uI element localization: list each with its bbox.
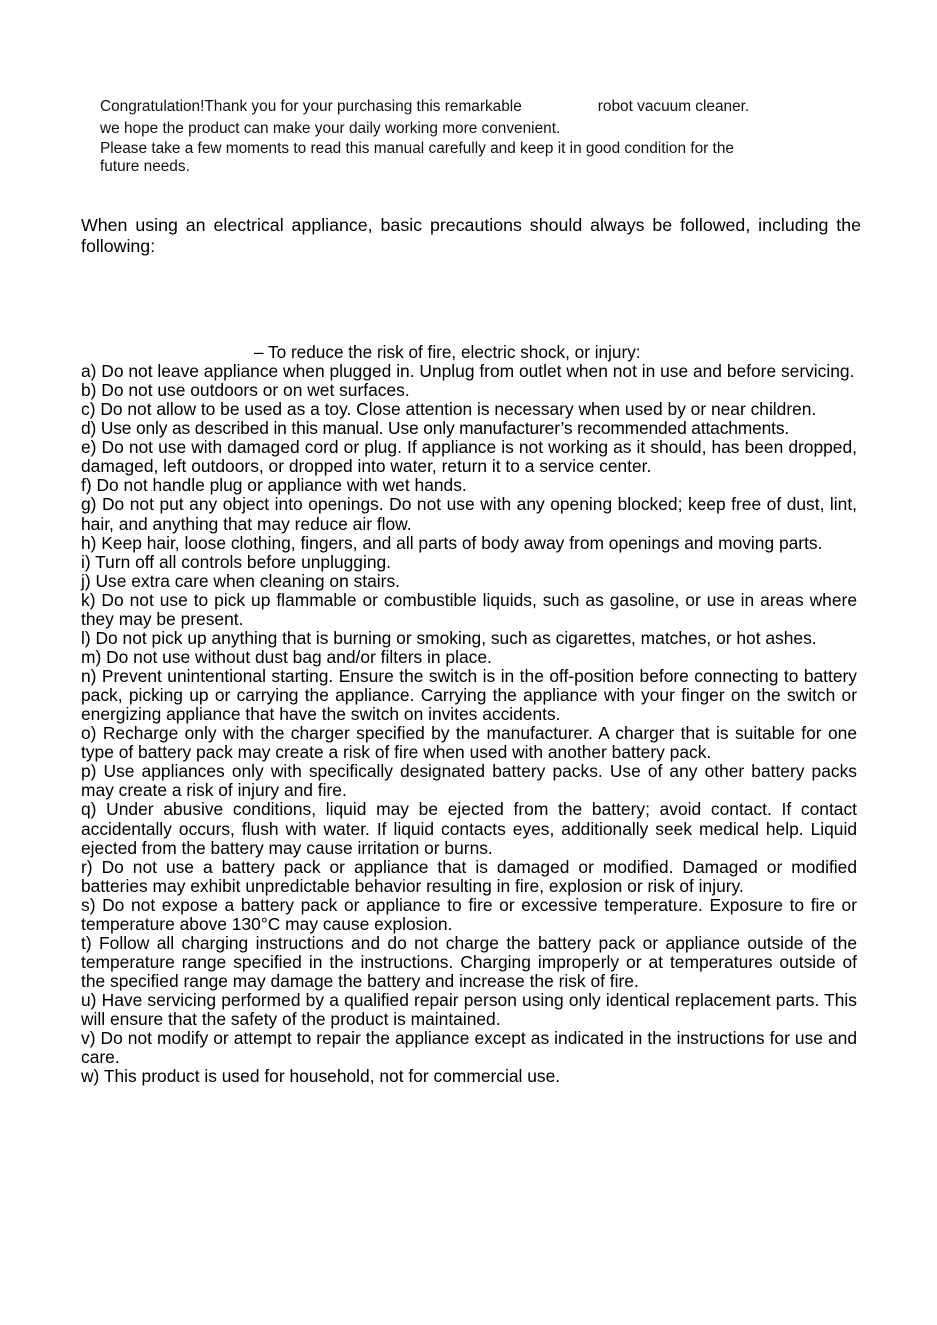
intro-line-1-end: robot vacuum cleaner. <box>597 98 750 115</box>
list-item: w) This product is used for household, not for commercial use. <box>81 1066 561 1087</box>
instruction-lead: – To reduce the risk of fire, electric shock, or injury: <box>254 342 641 362</box>
intro-line-4: future needs. <box>100 158 190 175</box>
list-item: r) Do not use a battery pack or appliance that is damaged or modified. Damaged or modified batteries may exhibit unpredictable behavior resulting in fire, explosion or risk of injury. <box>81 856 857 896</box>
list-item: f) Do not handle plug or appliance with wet hands. <box>81 475 467 496</box>
list-item: k) Do not use to pick up flammable or combustible liquids, such as gasoline, or use in areas where they may be present. <box>81 589 857 629</box>
list-item: u) Have servicing performed by a qualified repair person using only identical replacement parts. This will ensure that the safety of the product is maintained. <box>81 990 857 1030</box>
list-item: e) Do not use with damaged cord or plug. If appliance is not working as it should, has been dropped, damaged, left outdoors, or dropped into water, return it to a service center. <box>81 437 857 477</box>
precaution-statement: When using an electrical appliance, basic precautions should always be followed, including the following: <box>81 215 861 256</box>
list-item: h) Keep hair, loose clothing, fingers, and all parts of body away from openings and moving parts. <box>81 532 823 553</box>
list-item: j) Use extra care when cleaning on stairs. <box>81 570 400 591</box>
list-item: s) Do not expose a battery pack or appliance to fire or excessive temperature. Exposure to fire or temperature above 130°C may cause explosion. <box>81 894 857 934</box>
list-item: l) Do not pick up anything that is burning or smoking, such as cigarettes, matches, or hot ashes. <box>81 627 817 648</box>
list-item: d) Use only as described in this manual. Use only manufacturer’s recommended attachments. <box>81 418 790 439</box>
intro-line-1 <box>100 97 749 116</box>
list-item: a) Do not leave appliance when plugged in. Unplug from outlet when not in use and before servicing. <box>81 361 855 381</box>
list-item: g) Do not put any object into openings. Do not use with any opening blocked; keep free of dust, lint, hair, and anything that may reduce air flow. <box>81 494 857 534</box>
intro-line-2: we hope the product can make your daily working more convenient. <box>100 120 561 137</box>
list-item: n) Prevent unintentional starting. Ensure the switch is in the off-position before connecting to battery pack, picking up or carrying the appliance. Carrying the appliance with your finger on the switch or energizing appliance that have the switch on invites accidents. <box>81 666 857 725</box>
list-item: q) Under abusive conditions, liquid may be ejected from the battery; avoid contact. If contact accidentally occurs, flush with water. If liquid contacts eyes, additionally seek medical help. Liquid ejected from the battery may cause irritation or burns. <box>81 799 857 858</box>
intro-line-3: Please take a few moments to read this manual carefully and keep it in good condition for the <box>100 140 734 157</box>
list-item: i) Turn off all controls before unplugging. <box>81 551 391 572</box>
list-item: m) Do not use without dust bag and/or filters in place. <box>81 646 492 667</box>
list-item: c) Do not allow to be used as a toy. Close attention is necessary when used by or near children. <box>81 399 817 420</box>
intro-line-1-start: Congratulation!Thank you for your purchasing this remarkable <box>100 98 522 115</box>
list-item: v) Do not modify or attempt to repair the appliance except as indicated in the instructions for use and care. <box>81 1028 857 1068</box>
list-item: t) Follow all charging instructions and do not charge the battery pack or appliance outside of the temperature range specified in the instructions. Charging improperly or at temperatures outside of the specified range may damage the battery and increase the risk of fire. <box>81 932 857 991</box>
safety-instruction-list <box>81 362 857 1086</box>
list-item: o) Recharge only with the charger specified by the manufacturer. A charger that is suitable for one type of battery pack may create a risk of fire when used with another battery pack. <box>81 723 857 763</box>
list-item: b) Do not use outdoors or on wet surfaces. <box>81 380 410 401</box>
list-item: p) Use appliances only with specifically designated battery packs. Use of any other battery packs may create a risk of injury and fire. <box>81 761 857 801</box>
